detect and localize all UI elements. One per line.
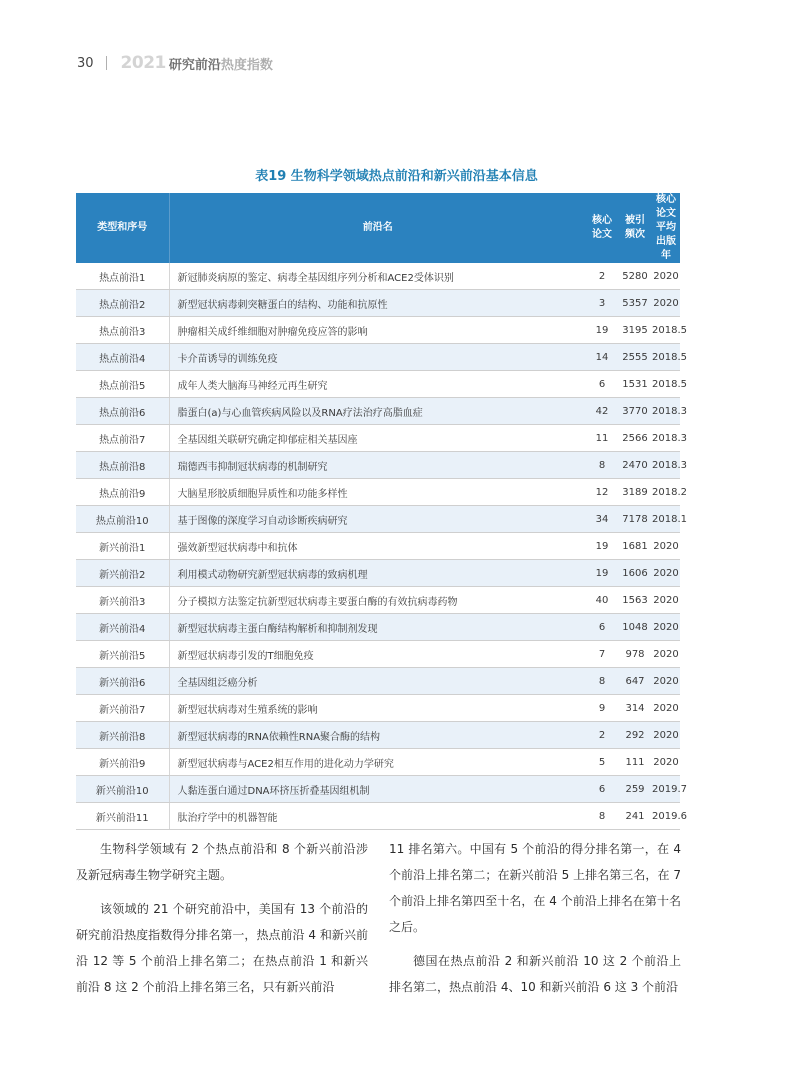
row-name-cell: 利用模式动物研究新型冠状病毒的致病机理 bbox=[169, 560, 586, 587]
table-header-row bbox=[76, 193, 680, 263]
paragraph: 11 排名第六。中国有 5 个前沿的得分排名第一，在 4 个前沿上排名第二；在新兴前沿 5 上排名第三名，在 7 个前沿上排名第四至十名，在 4 个前沿上排名在第十名之后。 bbox=[389, 842, 681, 934]
header-core-line1: 核心 bbox=[592, 215, 612, 226]
row-year-cell: 2018.1 bbox=[652, 506, 680, 533]
row-type-cell: 新兴前沿5 bbox=[76, 641, 169, 668]
table-row bbox=[76, 722, 680, 749]
header-name: 前沿名 bbox=[169, 193, 586, 263]
table-row bbox=[76, 371, 680, 398]
row-core-cell: 19 bbox=[586, 560, 618, 587]
row-cited-cell: 1563 bbox=[618, 587, 652, 614]
body-text-left bbox=[76, 836, 368, 1008]
row-year-cell: 2020 bbox=[652, 533, 680, 560]
row-cited-cell: 111 bbox=[618, 749, 652, 776]
table-title: 表19 生物科学领域热点前沿和新兴前沿基本信息 bbox=[255, 169, 538, 184]
row-year-cell: 2018.2 bbox=[652, 479, 680, 506]
header-title-part1: 研究前沿 bbox=[168, 57, 221, 73]
table-row bbox=[76, 749, 680, 776]
row-type-cell: 新兴前沿1 bbox=[76, 533, 169, 560]
row-type-cell: 新兴前沿3 bbox=[76, 587, 169, 614]
row-name-cell: 人黏连蛋白通过DNA环挤压折叠基因组机制 bbox=[169, 776, 586, 803]
row-cited-cell: 5357 bbox=[618, 290, 652, 317]
row-type-cell: 新兴前沿10 bbox=[76, 776, 169, 803]
row-core-cell: 5 bbox=[586, 749, 618, 776]
row-year-cell: 2019.6 bbox=[652, 803, 680, 830]
page-number: 30 bbox=[77, 55, 94, 71]
row-cited-cell: 292 bbox=[618, 722, 652, 749]
row-name-cell: 大脑星形胶质细胞异质性和功能多样性 bbox=[169, 479, 586, 506]
row-cited-cell: 1531 bbox=[618, 371, 652, 398]
row-name-cell: 全基因组关联研究确定抑郁症相关基因座 bbox=[169, 425, 586, 452]
row-year-cell: 2018.3 bbox=[652, 452, 680, 479]
paragraph: 生物科学领域有 2 个热点前沿和 8 个新兴前沿涉及新冠病毒生物学研究主题。 bbox=[76, 842, 368, 882]
row-type-cell: 新兴前沿2 bbox=[76, 560, 169, 587]
row-type-cell: 热点前沿6 bbox=[76, 398, 169, 425]
row-core-cell: 42 bbox=[586, 398, 618, 425]
row-core-cell: 2 bbox=[586, 722, 618, 749]
row-year-cell: 2020 bbox=[652, 587, 680, 614]
header-citations bbox=[618, 193, 652, 263]
row-type-cell: 新兴前沿8 bbox=[76, 722, 169, 749]
row-core-cell: 6 bbox=[586, 371, 618, 398]
row-cited-cell: 241 bbox=[618, 803, 652, 830]
row-type-cell: 新兴前沿9 bbox=[76, 749, 169, 776]
row-year-cell: 2020 bbox=[652, 560, 680, 587]
header-type: 类型和序号 bbox=[76, 193, 169, 263]
table-row bbox=[76, 398, 680, 425]
row-year-cell: 2020 bbox=[652, 290, 680, 317]
table-row bbox=[76, 695, 680, 722]
header-divider bbox=[106, 56, 107, 70]
table-row bbox=[76, 641, 680, 668]
row-core-cell: 6 bbox=[586, 614, 618, 641]
page-header bbox=[77, 53, 273, 73]
row-name-cell: 成年人类大脑海马神经元再生研究 bbox=[169, 371, 586, 398]
header-avg-year bbox=[652, 193, 680, 263]
row-type-cell: 新兴前沿11 bbox=[76, 803, 169, 830]
row-cited-cell: 3770 bbox=[618, 398, 652, 425]
row-year-cell: 2020 bbox=[652, 749, 680, 776]
table-row bbox=[76, 425, 680, 452]
row-core-cell: 8 bbox=[586, 668, 618, 695]
row-core-cell: 2 bbox=[586, 263, 618, 290]
row-type-cell: 新兴前沿7 bbox=[76, 695, 169, 722]
row-type-cell: 热点前沿4 bbox=[76, 344, 169, 371]
row-name-cell: 强效新型冠状病毒中和抗体 bbox=[169, 533, 586, 560]
table-row bbox=[76, 263, 680, 290]
header-cited-line2: 频次 bbox=[625, 229, 645, 240]
row-cited-cell: 259 bbox=[618, 776, 652, 803]
row-cited-cell: 7178 bbox=[618, 506, 652, 533]
row-cited-cell: 3189 bbox=[618, 479, 652, 506]
row-name-cell: 新冠肺炎病原的鉴定、病毒全基因组序列分析和ACE2受体识别 bbox=[169, 263, 586, 290]
row-cited-cell: 2470 bbox=[618, 452, 652, 479]
table-row bbox=[76, 506, 680, 533]
row-type-cell: 新兴前沿6 bbox=[76, 668, 169, 695]
row-cited-cell: 5280 bbox=[618, 263, 652, 290]
body-text-right bbox=[389, 836, 681, 1008]
row-type-cell: 热点前沿2 bbox=[76, 290, 169, 317]
row-year-cell: 2020 bbox=[652, 668, 680, 695]
table-row bbox=[76, 614, 680, 641]
table-body bbox=[76, 263, 687, 830]
row-name-cell: 新型冠状病毒刺突糖蛋白的结构、功能和抗原性 bbox=[169, 290, 586, 317]
row-core-cell: 14 bbox=[586, 344, 618, 371]
frontier-table bbox=[76, 193, 687, 830]
row-type-cell: 热点前沿3 bbox=[76, 317, 169, 344]
row-cited-cell: 1048 bbox=[618, 614, 652, 641]
row-year-cell: 2020 bbox=[652, 641, 680, 668]
row-name-cell: 新型冠状病毒引发的T细胞免疫 bbox=[169, 641, 586, 668]
row-year-cell: 2020 bbox=[652, 614, 680, 641]
table-row bbox=[76, 803, 680, 830]
header-year-line1: 核心论文 bbox=[656, 194, 676, 219]
row-name-cell: 分子模拟方法鉴定抗新型冠状病毒主要蛋白酶的有效抗病毒药物 bbox=[169, 587, 586, 614]
header-cited-line1: 被引 bbox=[625, 215, 645, 226]
row-cited-cell: 647 bbox=[618, 668, 652, 695]
row-name-cell: 肿瘤相关成纤维细胞对肿瘤免疫应答的影响 bbox=[169, 317, 586, 344]
header-year-line2: 平均出版年 bbox=[656, 222, 676, 261]
row-core-cell: 40 bbox=[586, 587, 618, 614]
row-core-cell: 7 bbox=[586, 641, 618, 668]
row-year-cell: 2020 bbox=[652, 695, 680, 722]
table-row bbox=[76, 533, 680, 560]
row-core-cell: 19 bbox=[586, 533, 618, 560]
row-year-cell: 2018.5 bbox=[652, 317, 680, 344]
row-core-cell: 8 bbox=[586, 452, 618, 479]
row-name-cell: 新型冠状病毒与ACE2相互作用的进化动力学研究 bbox=[169, 749, 586, 776]
row-type-cell: 热点前沿1 bbox=[76, 263, 169, 290]
table-row bbox=[76, 668, 680, 695]
header-core-line2: 论文 bbox=[592, 229, 612, 240]
row-year-cell: 2018.3 bbox=[652, 398, 680, 425]
row-type-cell: 热点前沿5 bbox=[76, 371, 169, 398]
header-title-part2: 热度指数 bbox=[220, 57, 273, 73]
row-name-cell: 肽治疗学中的机器智能 bbox=[169, 803, 586, 830]
row-cited-cell: 2555 bbox=[618, 344, 652, 371]
row-cited-cell: 978 bbox=[618, 641, 652, 668]
row-core-cell: 6 bbox=[586, 776, 618, 803]
row-year-cell: 2018.3 bbox=[652, 425, 680, 452]
row-year-cell: 2020 bbox=[652, 263, 680, 290]
row-core-cell: 19 bbox=[586, 317, 618, 344]
header-title bbox=[169, 54, 273, 73]
paragraph: 该领域的 21 个研究前沿中，美国有 13 个前沿的研究前沿热度指数得分排名第一，热点前沿 4 和新兴前沿 12 等 5 个前沿上排名第二；在热点前沿 1 和新兴前沿 8 这 2 个前沿上排名第三名，只有新兴前沿 bbox=[76, 902, 368, 994]
row-core-cell: 12 bbox=[586, 479, 618, 506]
row-cited-cell: 2566 bbox=[618, 425, 652, 452]
table-row bbox=[76, 290, 680, 317]
row-name-cell: 卡介苗诱导的训练免疫 bbox=[169, 344, 586, 371]
table-row bbox=[76, 452, 680, 479]
row-cited-cell: 1606 bbox=[618, 560, 652, 587]
row-core-cell: 11 bbox=[586, 425, 618, 452]
row-name-cell: 新型冠状病毒主蛋白酶结构解析和抑制剂发现 bbox=[169, 614, 586, 641]
table-row bbox=[76, 344, 680, 371]
row-year-cell: 2018.5 bbox=[652, 371, 680, 398]
table-row bbox=[76, 479, 680, 506]
row-cited-cell: 3195 bbox=[618, 317, 652, 344]
row-name-cell: 新型冠状病毒对生殖系统的影响 bbox=[169, 695, 586, 722]
row-core-cell: 3 bbox=[586, 290, 618, 317]
table-row bbox=[76, 317, 680, 344]
row-core-cell: 9 bbox=[586, 695, 618, 722]
row-year-cell: 2020 bbox=[652, 722, 680, 749]
row-core-cell: 34 bbox=[586, 506, 618, 533]
row-type-cell: 热点前沿7 bbox=[76, 425, 169, 452]
header-year: 2021 bbox=[120, 53, 166, 73]
row-name-cell: 新型冠状病毒的RNA依赖性RNA聚合酶的结构 bbox=[169, 722, 586, 749]
row-type-cell: 热点前沿10 bbox=[76, 506, 169, 533]
row-name-cell: 瑞德西韦抑制冠状病毒的机制研究 bbox=[169, 452, 586, 479]
row-name-cell: 脂蛋白(a)与心血管疾病风险以及RNA疗法治疗高脂血症 bbox=[169, 398, 586, 425]
row-name-cell: 全基因组泛癌分析 bbox=[169, 668, 586, 695]
row-name-cell: 基于图像的深度学习自动诊断疾病研究 bbox=[169, 506, 586, 533]
row-type-cell: 热点前沿9 bbox=[76, 479, 169, 506]
table-row bbox=[76, 560, 680, 587]
row-year-cell: 2018.5 bbox=[652, 344, 680, 371]
table-row bbox=[76, 776, 680, 803]
row-cited-cell: 1681 bbox=[618, 533, 652, 560]
row-year-cell: 2019.7 bbox=[652, 776, 680, 803]
row-type-cell: 新兴前沿4 bbox=[76, 614, 169, 641]
row-type-cell: 热点前沿8 bbox=[76, 452, 169, 479]
header-core-papers bbox=[586, 193, 618, 263]
row-core-cell: 8 bbox=[586, 803, 618, 830]
row-cited-cell: 314 bbox=[618, 695, 652, 722]
table-row bbox=[76, 587, 680, 614]
paragraph: 德国在热点前沿 2 和新兴前沿 10 这 2 个前沿上排名第二，热点前沿 4、10 和新兴前沿 6 这 3 个前沿 bbox=[389, 954, 681, 994]
